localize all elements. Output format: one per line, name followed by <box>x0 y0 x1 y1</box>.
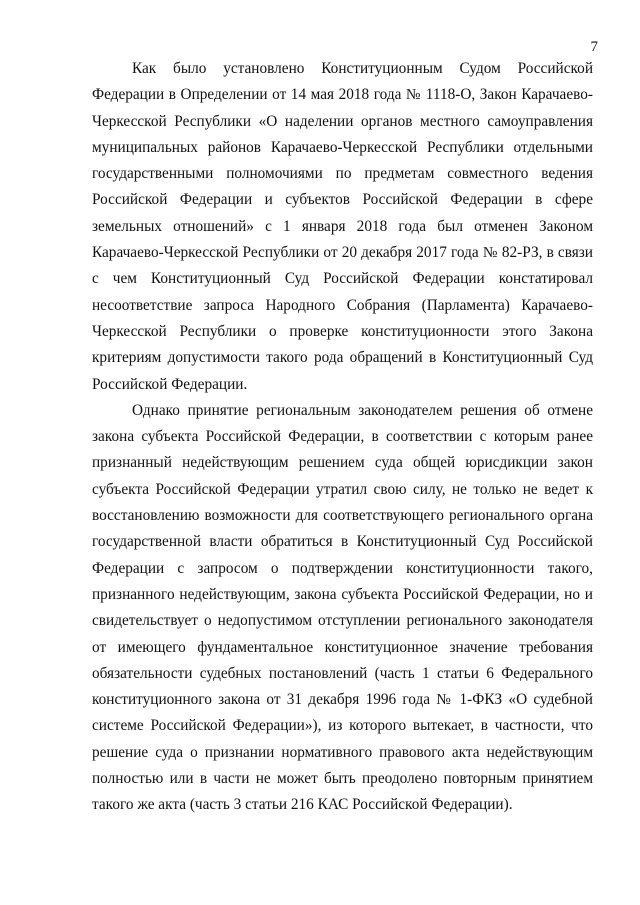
text-line: Черкесской Республики «О наделении органов местного самоуправления <box>92 112 593 130</box>
text-line: с чем Конституционный Суд Российской Федерации констатировал <box>92 270 593 288</box>
page-number: 7 <box>590 39 598 55</box>
text-line: Как было установлено Конституционным Судом Российской <box>132 60 593 77</box>
text-line: Российской Федерации. <box>92 375 248 393</box>
text-line: субъекта Российской Федерации утратил свою силу, не только не ведет к <box>92 480 593 498</box>
text-line: от имеющего фундаментальное конституционное значение требования <box>92 638 593 656</box>
paragraph-1 <box>92 56 593 398</box>
text-line: обязательности судебных постановлений (часть 1 статьи 6 Федерального <box>92 664 593 682</box>
text-line: закона субъекта Российской Федерации, в соответствии с которым ранее <box>92 428 593 446</box>
text-line: критериям допустимости такого рода обращений в Конституционный Суд <box>92 349 593 367</box>
text-line: государственными полномочиями по предметам совместного ведения <box>92 165 593 183</box>
text-line: государственной власти обратиться в Конституционный Суд Российской <box>92 533 593 551</box>
text-line: Федерации с запросом о подтверждении конституционности такого, <box>92 559 593 577</box>
text-line: несоответствие запроса Народного Собрания (Парламента) Карачаево- <box>92 296 593 314</box>
text-line: Российской Федерации и субъектов Российской Федерации в сфере <box>92 191 593 209</box>
text-line: Федерации в Определении от 14 мая 2018 года № 1118-О, Закон Карачаево- <box>92 86 593 104</box>
text-line: признанный недействующим решением суда общей юрисдикции закон <box>92 454 593 472</box>
text-line: свидетельствует о недопустимом отступлении регионального законодателя <box>92 612 593 630</box>
text-line: признанного недействующим, закона субъекта Российской Федерации, но и <box>92 585 593 603</box>
paragraph-2 <box>92 398 593 819</box>
text-line: системе Российской Федерации»), из которого вытекает, в частности, что <box>92 717 593 735</box>
document-body <box>92 56 593 819</box>
text-line: восстановлению возможности для соответствующего регионального органа <box>92 507 593 525</box>
text-line: полностью или в части не может быть преодолено повторным принятием <box>92 770 593 788</box>
text-line: Карачаево-Черкесской Республики от 20 декабря 2017 года № 82-РЗ, в связи <box>92 244 593 262</box>
text-line: Черкесской Республики о проверке конституционности этого Закона <box>92 322 593 340</box>
text-line: Однако принятие региональным законодателем решения об отмене <box>132 401 593 419</box>
text-line: решение суда о признании нормативного правового акта недействующим <box>92 743 593 761</box>
text-line: такого же акта (часть 3 статьи 216 КАС Российской Федерации). <box>92 796 513 814</box>
text-line: конституционного закона от 31 декабря 1996 года № 1-ФКЗ «О судебной <box>92 691 593 709</box>
text-line: муниципальных районов Карачаево-Черкесской Республики отдельными <box>92 138 593 156</box>
text-line: земельных отношений» с 1 января 2018 года был отменен Законом <box>92 217 593 235</box>
